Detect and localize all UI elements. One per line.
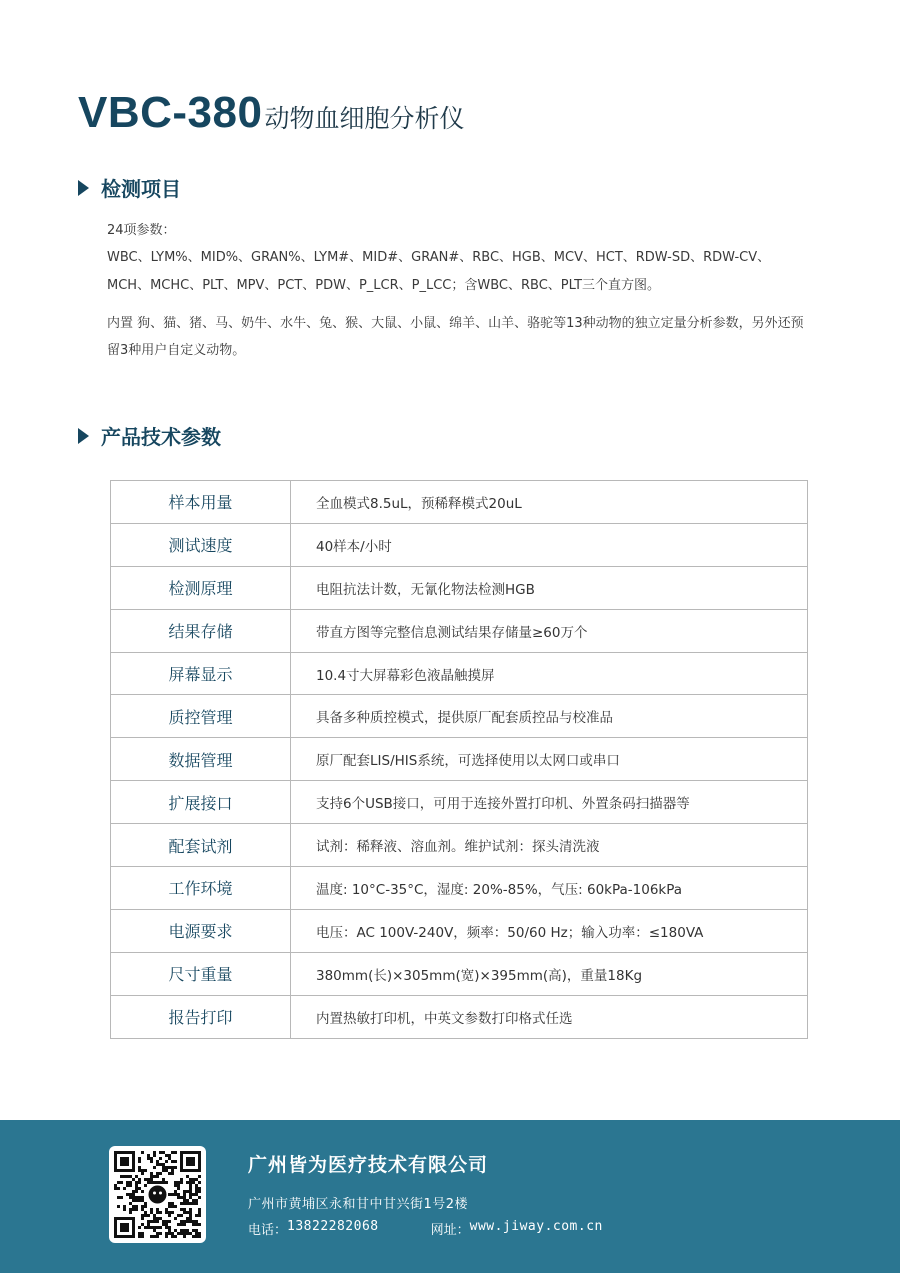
spec-key: 报告打印	[111, 995, 291, 1038]
spec-row	[111, 867, 808, 910]
spec-value: 40样本/小时	[291, 523, 808, 566]
wechat-qr-icon	[109, 1146, 206, 1243]
spec-value: 10.4寸大屏幕彩色液晶触摸屏	[291, 652, 808, 695]
model-number: VBC-380	[78, 88, 263, 137]
spec-value: 电阻抗法计数，无氰化物法检测HGB	[291, 566, 808, 609]
spec-table	[110, 480, 808, 1039]
page-title	[78, 88, 464, 138]
spec-key: 数据管理	[111, 738, 291, 781]
website-url[interactable]: www.jiway.com.cn	[469, 1219, 603, 1234]
spec-value: 电压：AC 100V-240V，频率：50/60 Hz；输入功率：≤180VA	[291, 909, 808, 952]
company-name: 广州皆为医疗技术有限公司	[248, 1154, 489, 1176]
website-label: 网址：	[430, 1223, 470, 1238]
spec-row	[111, 995, 808, 1038]
spec-value: 内置热敏打印机，中英文参数打印格式任选	[291, 995, 808, 1038]
spec-row	[111, 481, 808, 524]
spec-value: 全血模式8.5uL，预稀释模式20uL	[291, 481, 808, 524]
spec-row	[111, 523, 808, 566]
detection-intro: 24项参数：	[107, 223, 176, 238]
spec-key: 扩展接口	[111, 781, 291, 824]
spec-row	[111, 952, 808, 995]
spec-key: 尺寸重量	[111, 952, 291, 995]
spec-row	[111, 781, 808, 824]
spec-value: 380mm(长)×305mm(宽)×395mm(高)，重量18Kg	[291, 952, 808, 995]
footer	[0, 1120, 900, 1273]
phone-number: 13822282068	[287, 1219, 379, 1234]
spec-key: 结果存储	[111, 609, 291, 652]
spec-value: 试剂：稀释液、溶血剂。维护试剂：探头清洗液	[291, 824, 808, 867]
spec-key: 屏幕显示	[111, 652, 291, 695]
triangle-bullet-icon	[78, 428, 89, 444]
contact-line	[248, 1219, 603, 1238]
spec-row	[111, 824, 808, 867]
triangle-bullet-icon	[78, 180, 89, 196]
spec-value: 带直方图等完整信息测试结果存储量≥60万个	[291, 609, 808, 652]
spec-row	[111, 909, 808, 952]
spec-value: 支持6个USB接口，可用于连接外置打印机、外置条码扫描器等	[291, 781, 808, 824]
spec-key: 样本用量	[111, 481, 291, 524]
spec-row	[111, 695, 808, 738]
spec-key: 工作环境	[111, 867, 291, 910]
section-detection-title: 检测项目	[101, 177, 181, 201]
spec-row	[111, 566, 808, 609]
section-specs-heading	[78, 421, 221, 450]
qr-code-graphic	[114, 1151, 201, 1238]
section-detection-heading	[78, 173, 181, 202]
spec-value: 原厂配套LIS/HIS系统，可选择使用以太网口或串口	[291, 738, 808, 781]
spec-key: 质控管理	[111, 695, 291, 738]
company-address: 广州市黄埔区永和甘中甘兴街1号2楼	[248, 1197, 469, 1212]
spec-key: 配套试剂	[111, 824, 291, 867]
detection-animals: 内置 狗、猫、猪、马、奶牛、水牛、兔、猴、大鼠、小鼠、绵羊、山羊、骆驼等13种动物的独立定量分析参数，另外还预留3种用户自定义动物。	[107, 316, 804, 358]
spec-value: 温度: 10°C-35°C，湿度: 20%-85%，气压: 60kPa-106kPa	[291, 867, 808, 910]
phone-label: 电话：	[248, 1223, 288, 1238]
spec-row	[111, 609, 808, 652]
product-name: 动物血细胞分析仪	[264, 104, 465, 133]
spec-key: 检测原理	[111, 566, 291, 609]
spec-key: 电源要求	[111, 909, 291, 952]
spec-row	[111, 652, 808, 695]
spec-key: 测试速度	[111, 523, 291, 566]
section-specs-title: 产品技术参数	[101, 425, 221, 449]
detection-params: WBC、LYM%、MID%、GRAN%、LYM#、MID#、GRAN#、RBC、HGB、MCV、HCT、RDW-SD、RDW-CV、MCH、MCHC、PLT、MPV、PCT、PDW、P_LCR、P_LCC；含WBC、RBC、PLT三个直方图。	[107, 250, 771, 293]
spec-row	[111, 738, 808, 781]
spec-value: 具备多种质控模式，提供原厂配套质控品与校准品	[291, 695, 808, 738]
spec-table-body	[111, 481, 808, 1039]
